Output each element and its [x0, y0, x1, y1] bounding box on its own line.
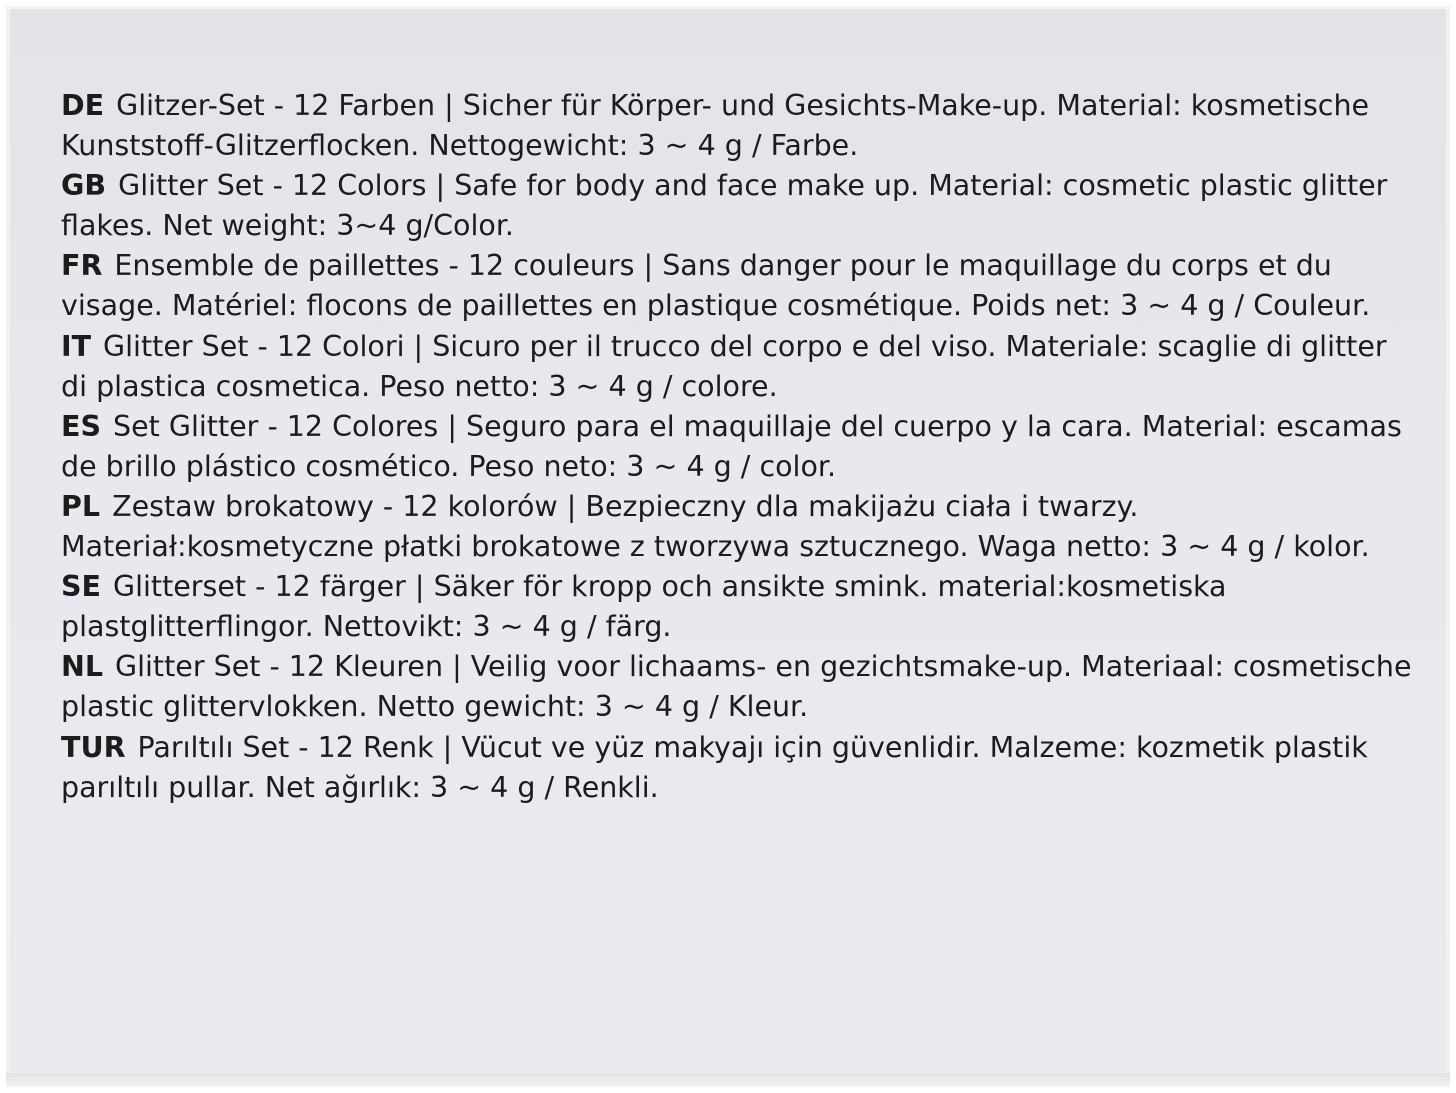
language-code: GB: [61, 169, 107, 203]
label-description: Glitterset - 12 färger | Säker för kropp och ansikte smink. material:kosmetiska plastglitterflingor. Nettovikt: 3 ~ 4 g / färg.: [61, 570, 1227, 644]
box-top-edge: [6, 6, 1450, 9]
label-description: Ensemble de paillettes - 12 couleurs | Sans danger pour le maquillage du corps et du visage. Matériel: flocons de paillettes en plastique cosmétique. Poids net: 3 ~ 4 g / Couleur.: [61, 249, 1371, 323]
language-code: ES: [61, 409, 101, 443]
language-code: IT: [61, 329, 92, 363]
label-description: Parıltılı Set - 12 Renk | Vücut ve yüz makyajı için güvenlidir. Malzeme: kozmetik plastik parıltılı pullar. Net ağırlık: 3 ~ 4 g / Renkli.: [61, 730, 1368, 804]
label-entry-se: [61, 567, 1413, 647]
label-description: Glitter Set - 12 Colors | Safe for body and face make up. Material: cosmetic plastic glitter flakes. Net weight: 3~4 g/Color.: [61, 169, 1388, 243]
box-left-edge: [6, 6, 10, 1087]
label-entry-de: [61, 86, 1413, 166]
box-right-edge: [1446, 6, 1450, 1087]
language-code: PL: [61, 489, 101, 523]
multilingual-product-label: [61, 86, 1413, 808]
label-description: Glitter Set - 12 Kleuren | Veilig voor lichaams- en gezichtsmake-up. Materiaal: cosmetische plastic glittervlokken. Netto gewicht: 3 ~ 4 g / Kleur.: [61, 650, 1412, 724]
label-entry-gb: [61, 166, 1413, 246]
label-entry-pl: [61, 487, 1413, 567]
label-description: Glitter Set - 12 Colori | Sicuro per il trucco del corpo e del viso. Materiale: scaglie di glitter di plastica cosmetica. Peso netto: 3 ~ 4 g / colore.: [61, 329, 1387, 403]
label-description: Set Glitter - 12 Colores | Seguro para el maquillaje del cuerpo y la cara. Material: escamas de brillo plástico cosmético. Peso neto: 3 ~ 4 g / color.: [61, 409, 1402, 483]
language-code: DE: [61, 89, 105, 122]
language-code: SE: [61, 570, 101, 604]
label-description: Zestaw brokatowy - 12 kolorów | Bezpieczny dla makijażu ciała i twarzy. Materiał:kosmetyczne płatki brokatowe z tworzywa sztucznego. Waga netto: 3 ~ 4 g / kolor.: [61, 489, 1370, 564]
label-entry-nl: [61, 647, 1413, 727]
label-description: Glitzer-Set - 12 Farben | Sicher für Körper- und Gesichts-Make-up. Material: kosmetische Kunststoff-Glitzerflocken. Nettogewicht: 3 ~ 4 g / Farbe.: [61, 89, 1370, 163]
label-entry-it: [61, 327, 1413, 407]
label-entry-tur: [61, 728, 1413, 808]
box-bottom-edge: [6, 1073, 1450, 1087]
language-code: NL: [61, 650, 104, 684]
label-entry-fr: [61, 246, 1413, 326]
label-entry-es: [61, 407, 1413, 487]
language-code: TUR: [61, 730, 126, 764]
language-code: FR: [61, 249, 103, 283]
